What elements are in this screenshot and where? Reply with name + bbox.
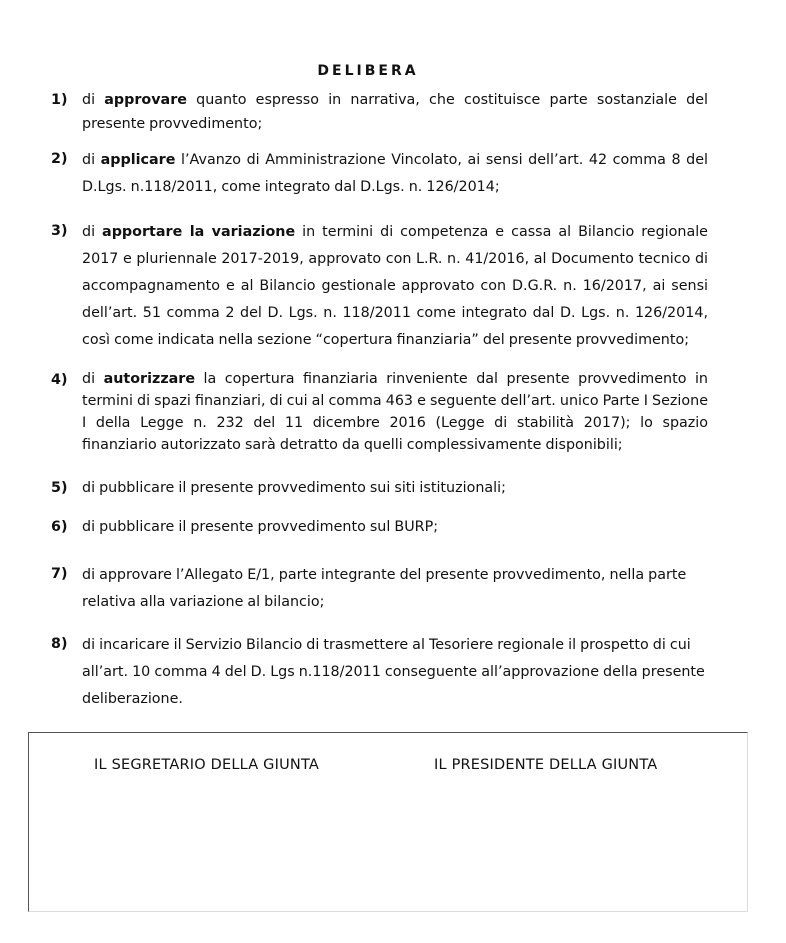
item-keyword: autorizzare bbox=[103, 371, 196, 387]
secretary-signature-label: IL SEGRETARIO DELLA GIUNTA bbox=[94, 757, 319, 773]
item-number: 7) bbox=[51, 566, 68, 582]
item-number: 6) bbox=[51, 519, 68, 535]
item-prefix: di bbox=[82, 152, 101, 168]
item-keyword: applicare bbox=[100, 152, 176, 168]
signature-box bbox=[28, 732, 748, 912]
item-prefix: di bbox=[82, 224, 103, 240]
item-number: 2) bbox=[51, 151, 68, 167]
item-number: 3) bbox=[51, 223, 68, 239]
item-text: di pubblicare il presente provvedimento sui siti istituzionali; bbox=[82, 480, 506, 496]
item-rest: la copertura finanziaria rinveniente dal presente provvedimento in termini di spazi finanziari, di cui al comma 463 e seguente dell’art. unico Parte I Sezione I della Legge n. 232 del 11 dicembre 2016 (Legge di stabilità 2017); lo spazio finanziario autorizzato sarà detratto da quelli complessivamente disponibili; bbox=[82, 371, 708, 453]
item-text bbox=[82, 147, 708, 201]
item-rest: quanto espresso in narrativa, che costituisce parte sostanziale del presente provvedimento; bbox=[82, 92, 708, 132]
item-rest: in termini di competenza e cassa al Bilancio regionale 2017 e pluriennale 2017-2019, approvato con L.R. n. 41/2016, al Documento tecnico di accompagnamento e al Bilancio gestionale approvato con D.G.R. n. 16/2017, ai sensi dell’art. 51 comma 2 del D. Lgs. n. 118/2011 come integrato dal D. Lgs. n. 126/2014, così come indicata nella sezione “copertura finanziaria” del presente provvedimento; bbox=[82, 224, 708, 348]
item-text: di approvare l’Allegato E/1, parte integrante del presente provvedimento, nella parte relativa alla variazione al bilancio; bbox=[82, 567, 687, 610]
item-number: 8) bbox=[51, 636, 68, 652]
item-number: 4) bbox=[51, 372, 68, 388]
item-prefix: di bbox=[82, 92, 105, 108]
item-keyword: apportare la variazione bbox=[102, 224, 296, 240]
item-number: 1) bbox=[51, 92, 68, 108]
item-text bbox=[82, 219, 708, 354]
item-rest: l’Avanzo di Amministrazione Vincolato, ai sensi dell’art. 42 comma 8 del D.Lgs. n.118/2011, come integrato dal D.Lgs. n. 126/2014; bbox=[82, 152, 708, 195]
item-text bbox=[82, 88, 708, 136]
item-number: 5) bbox=[51, 480, 68, 496]
item-keyword: approvare bbox=[104, 92, 187, 108]
item-prefix: di bbox=[82, 371, 104, 387]
deliberation-heading: DELIBERA bbox=[317, 63, 419, 79]
president-signature-label: IL PRESIDENTE DELLA GIUNTA bbox=[434, 757, 658, 773]
item-text: di pubblicare il presente provvedimento sul BURP; bbox=[82, 519, 439, 535]
item-text bbox=[82, 368, 708, 456]
item-text: di incaricare il Servizio Bilancio di trasmettere al Tesoriere regionale il prospetto di cui all’art. 10 comma 4 del D. Lgs n.118/2011 conseguente all’approvazione della presente deliberazione. bbox=[82, 637, 705, 707]
